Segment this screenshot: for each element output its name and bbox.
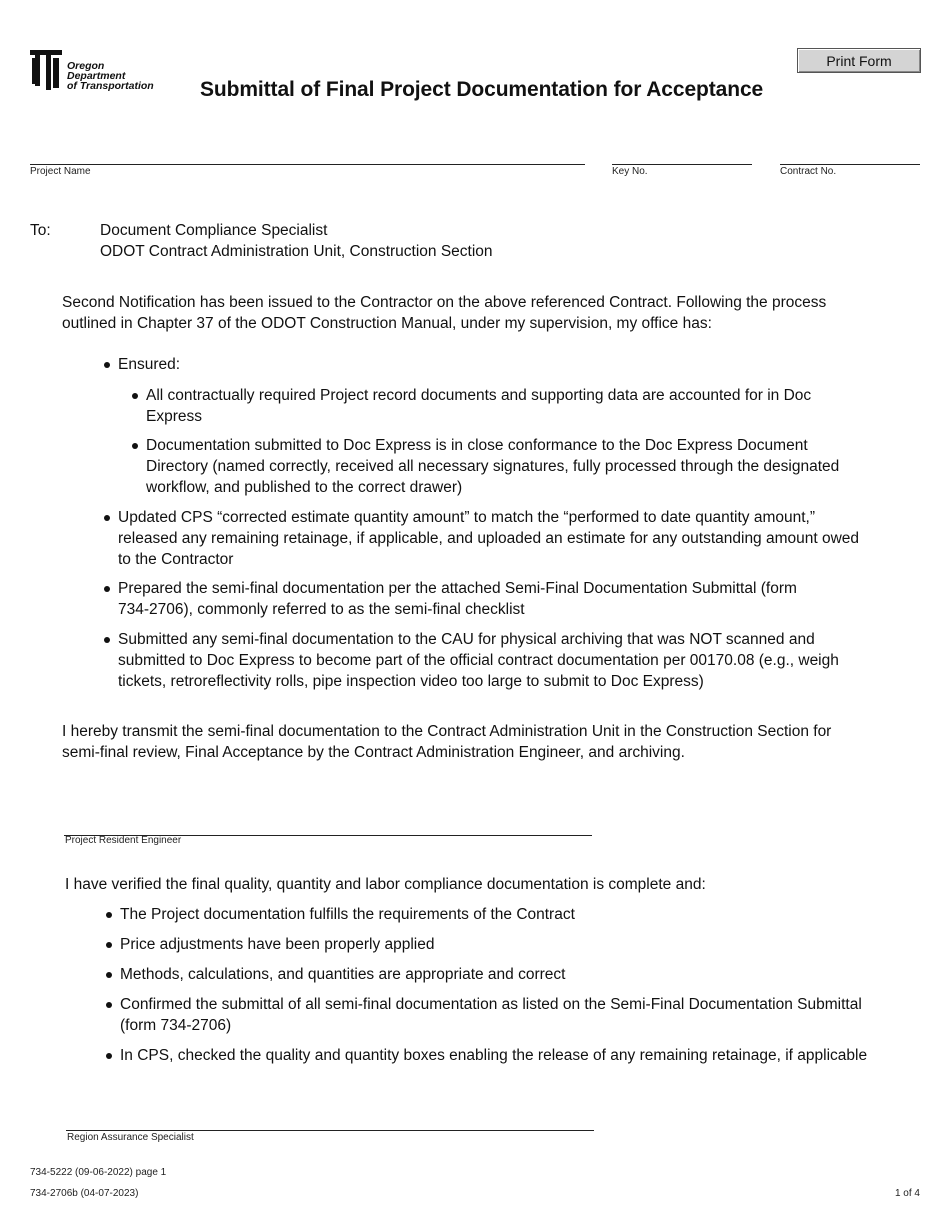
- verify-item5: In CPS, checked the quality and quantity boxes enabling the release of any remaining retainage, if applicable: [120, 1047, 868, 1064]
- to-recipient-line1: Document Compliance Specialist: [100, 222, 328, 239]
- bullet-icon: [104, 637, 110, 643]
- page-indicator: 1 of 4: [894, 1188, 920, 1199]
- key-no-input[interactable]: [612, 164, 752, 165]
- sub2-line3: workflow, and published to the correct drawer): [146, 479, 463, 496]
- verify-item1: The Project documentation fulfills the requirements of the Contract: [120, 906, 575, 923]
- bullet-icon: [106, 942, 112, 948]
- intro-line1: Second Notification has been issued to the Contractor on the above referenced Contract. Following the process: [62, 294, 827, 311]
- org-line-2: Department: [67, 70, 126, 82]
- item3-line2: 734-2706), commonly referred to as the semi-final checklist: [118, 601, 525, 618]
- bullet-icon: [132, 393, 138, 399]
- verify-item3: Methods, calculations, and quantities are appropriate and correct: [120, 966, 566, 983]
- form-number-2: 734-2706b (04-07-2023): [30, 1188, 139, 1199]
- bullet-icon: [104, 362, 110, 368]
- ensured-label: Ensured:: [118, 356, 181, 373]
- odot-wordmark: [67, 61, 154, 91]
- region-assurance-label: Region Assurance Specialist: [67, 1132, 194, 1143]
- contract-no-label: Contract No.: [780, 166, 837, 177]
- bullet-icon: [106, 1053, 112, 1059]
- item2-line3: to the Contractor: [118, 551, 234, 568]
- bullet-icon: [106, 1002, 112, 1008]
- to-label: To:: [30, 222, 51, 239]
- sub1-line2: Express: [146, 408, 202, 425]
- verify-item2: Price adjustments have been properly applied: [120, 936, 435, 953]
- project-name-label: Project Name: [30, 166, 91, 177]
- item2-line1: Updated CPS “corrected estimate quantity amount” to match the “performed to date quantity amount,”: [118, 509, 815, 526]
- bullet-icon: [106, 972, 112, 978]
- org-line-1: Oregon: [67, 60, 105, 72]
- form-number-1: 734-5222 (09-06-2022) page 1: [30, 1167, 167, 1178]
- bullet-icon: [104, 515, 110, 521]
- region-assurance-signature-field[interactable]: [66, 1130, 594, 1131]
- sub2-line1: Documentation submitted to Doc Express is in close conformance to the Doc Express Document: [146, 437, 808, 454]
- intro-line2: outlined in Chapter 37 of the ODOT Construction Manual, under my supervision, my office has:: [62, 315, 712, 332]
- sub1-line1: All contractually required Project record documents and supporting data are accounted for in Doc: [146, 387, 812, 404]
- project-name-input[interactable]: [30, 164, 585, 165]
- verify-intro: I have verified the final quality, quantity and labor compliance documentation is complete and:: [65, 876, 706, 893]
- item3-line1: Prepared the semi-final documentation per the attached Semi-Final Documentation Submittal (form: [118, 580, 797, 597]
- item4-line2: submitted to Doc Express to become part of the official contract documentation per 00170.08 (e.g., weigh: [118, 652, 839, 669]
- org-line-3: of Transportation: [67, 80, 154, 92]
- key-no-label: Key No.: [612, 166, 648, 177]
- print-form-button[interactable]: Print Form: [797, 48, 921, 73]
- verify-item4-line1: Confirmed the submittal of all semi-final documentation as listed on the Semi-Final Documentation Submittal: [120, 996, 862, 1013]
- contract-no-input[interactable]: [780, 164, 920, 165]
- bullet-icon: [104, 586, 110, 592]
- to-recipient-line2: ODOT Contract Administration Unit, Construction Section: [100, 243, 493, 260]
- item4-line1: Submitted any semi-final documentation to the CAU for physical archiving that was NOT scanned and: [118, 631, 815, 648]
- odot-logo-icon: [28, 46, 68, 92]
- transmit-line1: I hereby transmit the semi-final documentation to the Contract Administration Unit in the Construction Section for: [62, 723, 832, 740]
- item2-line2: released any remaining retainage, if applicable, and uploaded an estimate for any outstanding amount owed: [118, 530, 860, 547]
- page-title: Submittal of Final Project Documentation for Acceptance: [200, 78, 764, 101]
- bullet-icon: [106, 912, 112, 918]
- verify-item4-line2: (form 734-2706): [120, 1017, 232, 1034]
- item4-line3: tickets, retroreflectivity rolls, pipe inspection video too large to submit to Doc Express): [118, 673, 704, 690]
- bullet-icon: [132, 443, 138, 449]
- resident-engineer-label: Project Resident Engineer: [65, 835, 182, 846]
- sub2-line2: Directory (named correctly, received all necessary signatures, fully processed through the designated: [146, 458, 840, 475]
- transmit-line2: semi-final review, Final Acceptance by the Contract Administration Engineer, and archiving.: [62, 744, 685, 761]
